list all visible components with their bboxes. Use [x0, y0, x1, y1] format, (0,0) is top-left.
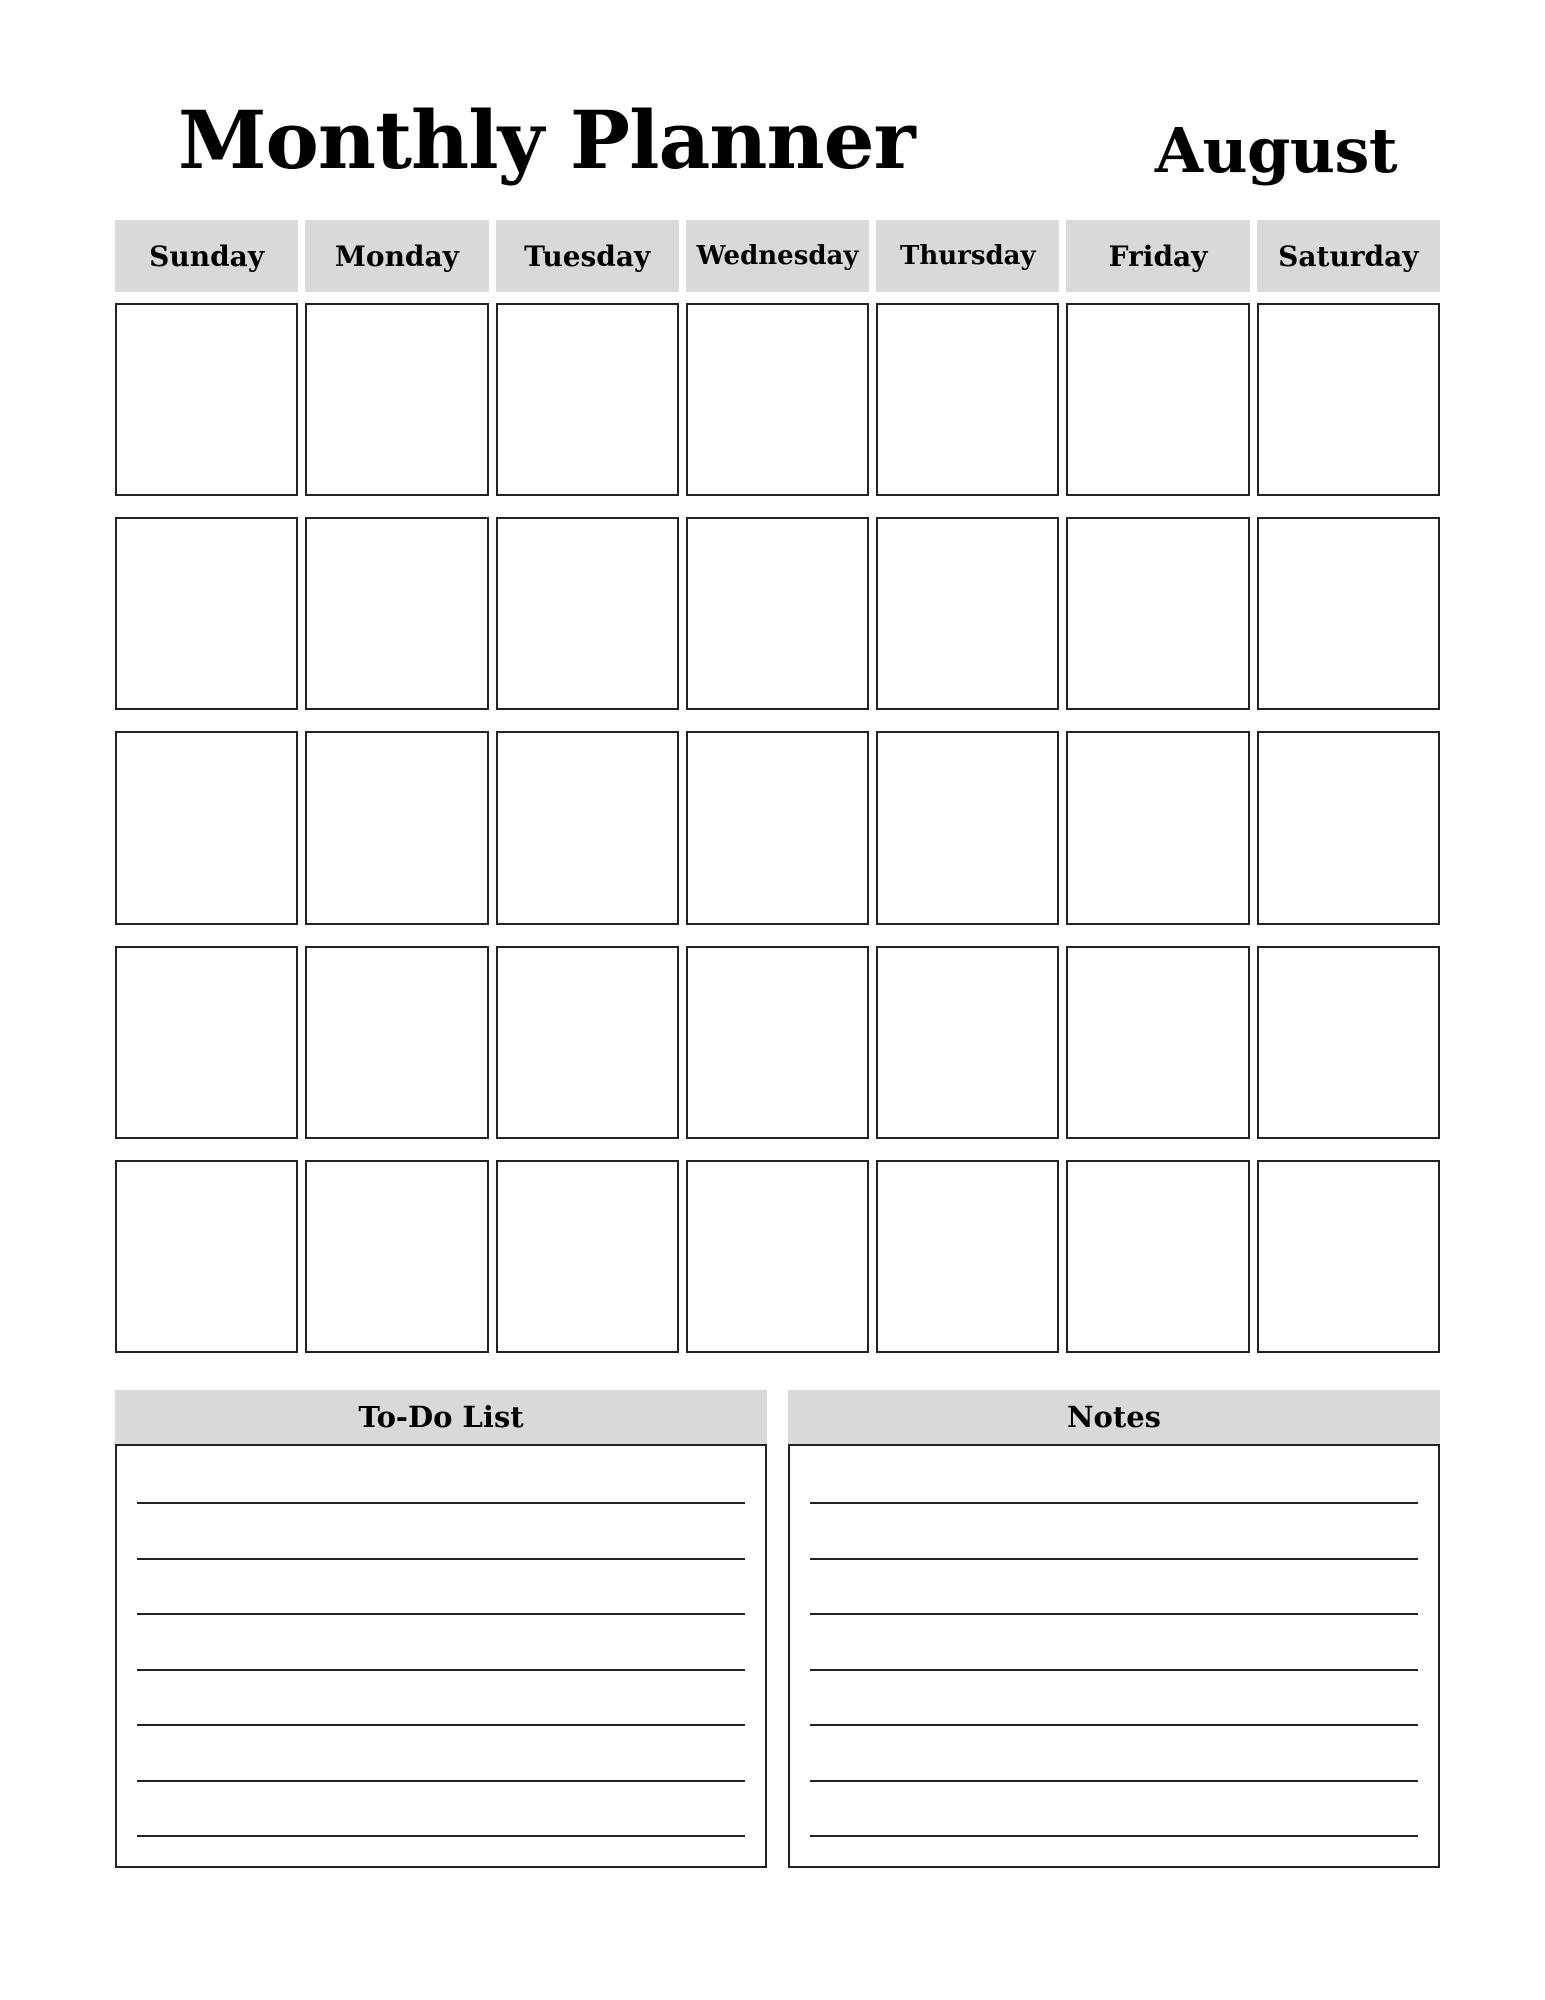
day-cell[interactable]	[1066, 1160, 1249, 1353]
writing-line	[137, 1502, 745, 1504]
day-cell[interactable]	[115, 517, 298, 710]
notes-header: Notes	[788, 1390, 1440, 1444]
page-title: Monthly Planner	[178, 93, 915, 187]
day-cell[interactable]	[876, 517, 1059, 710]
writing-line	[810, 1724, 1418, 1726]
weekday-saturday: Saturday	[1257, 220, 1440, 292]
day-cell[interactable]	[305, 946, 488, 1139]
writing-line	[810, 1613, 1418, 1615]
day-cell[interactable]	[1257, 946, 1440, 1139]
todo-header: To-Do List	[115, 1390, 767, 1444]
day-cell[interactable]	[496, 1160, 679, 1353]
day-cell[interactable]	[686, 946, 869, 1139]
day-cell[interactable]	[115, 946, 298, 1139]
weekday-sunday: Sunday	[115, 220, 298, 292]
day-cell[interactable]	[305, 1160, 488, 1353]
day-cell[interactable]	[686, 303, 869, 496]
day-cell[interactable]	[876, 731, 1059, 924]
weekday-header	[115, 220, 1440, 292]
weekday-monday: Monday	[305, 220, 488, 292]
writing-line	[810, 1780, 1418, 1782]
writing-line	[137, 1558, 745, 1560]
day-cell[interactable]	[305, 517, 488, 710]
day-cell[interactable]	[1257, 517, 1440, 710]
month-label: August	[1154, 114, 1397, 187]
writing-line	[137, 1613, 745, 1615]
day-cell[interactable]	[1257, 731, 1440, 924]
todo-panel	[115, 1390, 767, 1868]
notes-area[interactable]	[788, 1444, 1440, 1868]
writing-line	[137, 1780, 745, 1782]
day-cell[interactable]	[115, 731, 298, 924]
writing-line	[810, 1558, 1418, 1560]
writing-line	[810, 1835, 1418, 1837]
day-cell[interactable]	[1066, 731, 1249, 924]
day-cell[interactable]	[876, 303, 1059, 496]
day-cell[interactable]	[115, 303, 298, 496]
weekday-wednesday: Wednesday	[686, 220, 869, 292]
day-cell[interactable]	[876, 1160, 1059, 1353]
day-cell[interactable]	[496, 731, 679, 924]
weekday-friday: Friday	[1066, 220, 1249, 292]
day-cell[interactable]	[496, 946, 679, 1139]
day-cell[interactable]	[1066, 303, 1249, 496]
day-cell[interactable]	[305, 303, 488, 496]
day-cell[interactable]	[686, 731, 869, 924]
day-cell[interactable]	[115, 1160, 298, 1353]
day-cell[interactable]	[305, 731, 488, 924]
day-cell[interactable]	[496, 517, 679, 710]
day-cell[interactable]	[686, 517, 869, 710]
writing-line	[810, 1669, 1418, 1671]
day-cell[interactable]	[496, 303, 679, 496]
day-cell[interactable]	[1257, 1160, 1440, 1353]
writing-line	[137, 1724, 745, 1726]
day-cell[interactable]	[1257, 303, 1440, 496]
writing-line	[137, 1835, 745, 1837]
weekday-thursday: Thursday	[876, 220, 1059, 292]
writing-line	[810, 1502, 1418, 1504]
day-cell[interactable]	[1066, 946, 1249, 1139]
notes-panel	[788, 1390, 1440, 1868]
day-cell[interactable]	[686, 1160, 869, 1353]
day-cell[interactable]	[1066, 517, 1249, 710]
writing-line	[137, 1669, 745, 1671]
todo-list-area[interactable]	[115, 1444, 767, 1868]
calendar-grid	[115, 303, 1440, 1353]
weekday-tuesday: Tuesday	[496, 220, 679, 292]
day-cell[interactable]	[876, 946, 1059, 1139]
